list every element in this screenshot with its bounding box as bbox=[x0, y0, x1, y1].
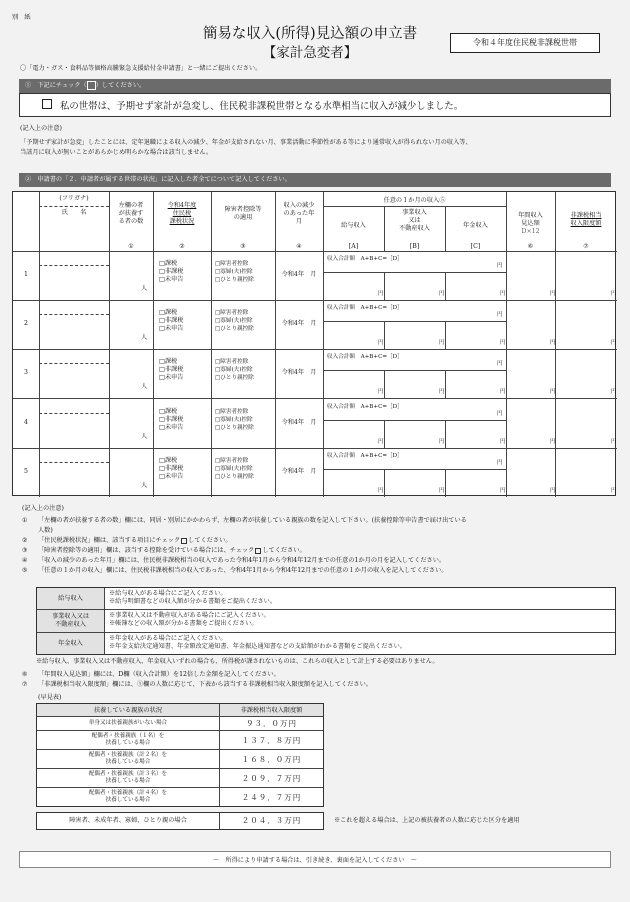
tax-status-options[interactable]: □課税 □非課税 □未申告 bbox=[159, 358, 184, 381]
col5a-mark: [A] bbox=[348, 243, 359, 250]
row-number: 2 bbox=[24, 319, 28, 327]
table-row bbox=[13, 300, 617, 349]
tax-status-header: 令和4年度 住民税 課税状況 bbox=[167, 202, 197, 225]
name-input[interactable] bbox=[41, 415, 107, 446]
income-limit-header: 非課税相当 収入限度額 bbox=[570, 212, 602, 227]
limit-table-row bbox=[37, 731, 323, 750]
note-item: ④ 「収入の減少のあった年月」欄には、住民税非課税相当の収入であった令和4年1月から令和4年12月までの任意の1か月の月を記入してください。 bbox=[22, 557, 446, 564]
income-decrease-month[interactable]: 令和4年 月 bbox=[281, 271, 317, 278]
tax-status-options[interactable]: □課税 □非課税 □未申告 bbox=[159, 408, 184, 431]
business-income-input[interactable] bbox=[386, 422, 443, 446]
dependents-count-input[interactable] bbox=[111, 303, 151, 346]
limit-table-status: 配偶者・扶養親族（計３名）を 扶養している場合 bbox=[37, 769, 220, 787]
income-limit-input[interactable] bbox=[557, 303, 613, 346]
section2-header: ② 申請書の「２．申請者が属する世帯の状況」に記入した者全てについて記入してください。 bbox=[19, 173, 611, 187]
income-total-yen: 円 bbox=[497, 263, 503, 269]
annual-income-header: 年間収入 見込額 D×12 bbox=[518, 212, 543, 235]
limit-table-status: 単身又は扶養親族がいない場合 bbox=[37, 717, 220, 730]
annual-yen: 円 bbox=[550, 439, 556, 445]
annual-yen: 円 bbox=[550, 340, 556, 346]
document-title: 簡易な収入(所得)見込額の申立書 bbox=[202, 26, 418, 42]
limit-table-header-status: 扶養している親族の状況 bbox=[37, 704, 220, 717]
notes2-title: (記入上の注意) bbox=[22, 505, 64, 512]
tax-exempt-badge: 令和４年度住民税非課税世帯 bbox=[450, 33, 600, 53]
furigana-input[interactable] bbox=[41, 401, 107, 412]
dependents-header: 左欄の者 が扶養す る者の数 bbox=[118, 202, 144, 225]
table-row bbox=[13, 349, 617, 398]
note-item: ② 「住民税課税状況」欄は、該当する項目にチェック してください。 bbox=[22, 537, 232, 544]
note-item: ⑦ 「非課税相当収入限度額」欄には、①欄の人数に応じて、下表から該当する非課税相当収入限度額を記入してください。 bbox=[22, 681, 372, 688]
pension-yen: 円 bbox=[500, 340, 506, 346]
pension-income-input[interactable] bbox=[447, 323, 504, 347]
salary-yen: 円 bbox=[378, 291, 384, 297]
salary-income-input[interactable] bbox=[325, 422, 382, 446]
checkbox-icon bbox=[87, 81, 96, 90]
col4-number: ④ bbox=[296, 243, 302, 250]
business-income-input[interactable] bbox=[386, 274, 443, 298]
limit-yen: 円 bbox=[611, 340, 617, 346]
table-row bbox=[13, 448, 617, 497]
income-total-label: 収入合計額 A+B+C=［D］ bbox=[327, 354, 403, 360]
document-row-label: 給与収入 bbox=[37, 588, 105, 609]
salary-income-input[interactable] bbox=[325, 323, 382, 347]
income-total-label: 収入合計額 A+B+C=［D］ bbox=[327, 404, 403, 410]
deduction-header: 障害者控除等 の適用 bbox=[224, 206, 262, 221]
income-total-yen: 円 bbox=[497, 361, 503, 367]
business-yen: 円 bbox=[439, 439, 445, 445]
limit-table-amount: ９３．０万円 bbox=[246, 719, 297, 728]
name-header: 氏 名 bbox=[61, 209, 87, 216]
intro-text: 〇「電力・ガス・食料品等価格高騰緊急支援給付金申請書」と一緒にご提出ください。 bbox=[20, 65, 262, 72]
note-item: 人数) bbox=[38, 527, 53, 534]
corner-label: 別 紙 bbox=[12, 14, 31, 21]
deduction-options[interactable]: □障害者控除 □寡婦(夫)控除 □ひとり親控除 bbox=[215, 359, 254, 381]
limit-note: ※これを超える場合は、上記の被扶養者の人数に応じた区分を適用 bbox=[334, 817, 520, 824]
documents-table bbox=[36, 587, 616, 655]
annual-yen: 円 bbox=[550, 291, 556, 297]
note-item: ① 「左欄の者が扶養する者の数」欄には、同居・別居にかかわらず、左欄の者が扶養している親族の数を記入して下さい。(扶養控除等申告書で届け出ている bbox=[22, 517, 467, 524]
special-limit-row bbox=[36, 812, 324, 830]
salary-yen: 円 bbox=[378, 389, 384, 395]
document-row-label: 年金収入 bbox=[37, 633, 105, 654]
limit-table-amount: １３７．８万円 bbox=[241, 735, 302, 745]
dependents-unit: 人 bbox=[141, 334, 148, 341]
income-decrease-month-header: 収入の減少 のあった年 月 bbox=[283, 202, 315, 225]
tax-status-options[interactable]: □課税 □非課税 □未申告 bbox=[159, 260, 184, 283]
limit-table-amount: ２０９．７万円 bbox=[241, 773, 302, 783]
pension-yen: 円 bbox=[500, 488, 506, 494]
annual-income-input[interactable] bbox=[508, 451, 553, 494]
document-row-text: ※年金収入がある場合にご記入ください。 ※年金支給決定通知書、年金額改定通知書、年金振込通知書などの支給額がわかる書類をご提出ください。 bbox=[109, 635, 406, 650]
name-input[interactable] bbox=[41, 365, 107, 396]
name-input[interactable] bbox=[41, 316, 107, 347]
income-total-yen: 円 bbox=[497, 411, 503, 417]
limit-table-row bbox=[37, 769, 323, 788]
note1-line1: 「予期せず家計が急変」したことには、定年退職による収入の減少、年金が支給されない月、事業活動に季節性がある等により通常収入が得られない月の収入等、 bbox=[20, 139, 472, 146]
deduction-options[interactable]: □障害者控除 □寡婦(夫)控除 □ひとり親控除 bbox=[215, 458, 254, 480]
document-subtitle: 【家計急変者】 bbox=[262, 45, 358, 61]
income-limit-table bbox=[36, 703, 324, 807]
document-row-label: 事業収入又は 不動産収入 bbox=[37, 610, 105, 632]
limit-table-amount: ２４９．７万円 bbox=[241, 792, 302, 802]
note-item: ③ 「障害者控除等の適用」欄は、該当する控除を受けている場合には、チェック してください。 bbox=[22, 547, 306, 554]
table-row bbox=[13, 251, 617, 300]
dependents-unit: 人 bbox=[141, 482, 148, 489]
income-limit-input[interactable] bbox=[557, 451, 613, 494]
document-row bbox=[37, 588, 615, 610]
special-limit-status: 障害者、未成年者、寡婦、ひとり親の場合 bbox=[37, 813, 220, 829]
row-number: 3 bbox=[24, 368, 28, 376]
pension-income-input[interactable] bbox=[447, 471, 504, 495]
dependents-count-input[interactable] bbox=[111, 254, 151, 297]
table-row bbox=[13, 399, 617, 448]
business-income-input[interactable] bbox=[386, 372, 443, 396]
col2-number: ② bbox=[179, 243, 185, 250]
col5c-mark: [C] bbox=[470, 243, 481, 250]
section1-header: ① 下記にチェック（ ）してください。 bbox=[19, 79, 611, 93]
business-income-header: 事業収入 又は 不動産収入 bbox=[399, 209, 430, 232]
limit-table-amount: １６８．０万円 bbox=[241, 754, 302, 764]
document-row-text: ※給与収入がある場合にご記入ください。 ※給与明細書などの収入額が分かる書類をご提出ください。 bbox=[109, 590, 277, 605]
annual-income-input[interactable] bbox=[508, 352, 553, 395]
deduction-options[interactable]: □障害者控除 □寡婦(夫)控除 □ひとり親控除 bbox=[215, 409, 254, 431]
business-income-input[interactable] bbox=[386, 323, 443, 347]
annual-yen: 円 bbox=[550, 488, 556, 494]
salary-yen: 円 bbox=[378, 340, 384, 346]
notes3-list bbox=[22, 671, 622, 691]
income-total-label: 収入合計額 A+B+C=［D］ bbox=[327, 453, 403, 459]
limit-table-row bbox=[37, 717, 323, 731]
dependents-count-input[interactable] bbox=[111, 402, 151, 445]
annual-income-input[interactable] bbox=[508, 254, 553, 297]
income-limit-input[interactable] bbox=[557, 402, 613, 445]
pension-income-input[interactable] bbox=[447, 372, 504, 396]
document-row-text: ※事業収入又は不動産収入がある場合にご記入ください。 ※帳簿などの収入額が分かる書類をご提出ください。 bbox=[109, 612, 270, 627]
dependents-unit: 人 bbox=[141, 433, 148, 440]
documents-footnote: ※給与収入、事業収入又は不動産収入、年金収入いずれの場合も、所得税が課されないものは、これらの収入として計上する必要はありません。 bbox=[36, 658, 439, 665]
monthly-income-header: 任意の１か月の収入⑤ bbox=[383, 197, 446, 204]
furigana-header: (フリガナ) bbox=[59, 195, 89, 202]
income-total-yen: 円 bbox=[497, 312, 503, 318]
document-row bbox=[37, 610, 615, 633]
income-limit-input[interactable] bbox=[557, 254, 613, 297]
income-decrease-month[interactable]: 令和4年 月 bbox=[281, 419, 317, 426]
furigana-input[interactable] bbox=[41, 253, 107, 264]
limit-yen: 円 bbox=[611, 389, 617, 395]
furigana-input[interactable] bbox=[41, 302, 107, 313]
salary-income-input[interactable] bbox=[325, 372, 382, 396]
pension-income-header: 年金収入 bbox=[463, 222, 488, 229]
document-row bbox=[37, 633, 615, 654]
business-yen: 円 bbox=[439, 291, 445, 297]
col3-number: ③ bbox=[240, 243, 246, 250]
note1-line2: 当該月に収入が無いことがあらかじめ明らかな場合は該当しません。 bbox=[20, 149, 213, 156]
annual-income-input[interactable] bbox=[508, 303, 553, 346]
tax-status-options[interactable]: □課税 □非課税 □未申告 bbox=[159, 457, 184, 480]
tax-status-options[interactable]: □課税 □非課税 □未申告 bbox=[159, 309, 184, 332]
pension-yen: 円 bbox=[500, 439, 506, 445]
col5b-mark: [B] bbox=[409, 243, 420, 250]
pension-income-input[interactable] bbox=[447, 274, 504, 298]
pension-income-input[interactable] bbox=[447, 422, 504, 446]
pension-yen: 円 bbox=[500, 389, 506, 395]
name-input[interactable] bbox=[41, 267, 107, 298]
special-limit-amount: ２０４．３万円 bbox=[241, 816, 302, 825]
business-yen: 円 bbox=[439, 389, 445, 395]
limit-table-header-amount: 非課税相当収入限度額 bbox=[220, 704, 323, 717]
limit-table-row bbox=[37, 750, 323, 769]
income-decrease-month[interactable]: 令和4年 月 bbox=[281, 320, 317, 327]
income-decrease-month[interactable]: 令和4年 月 bbox=[281, 468, 317, 475]
row-number: 4 bbox=[24, 418, 28, 426]
household-statement: 私の世帯は、予期せず家計が急変し、住民税非課税世帯となる水準相当に収入が減少しました。 bbox=[60, 101, 464, 112]
note1-title: (記入上の注意) bbox=[20, 125, 62, 132]
limit-yen: 円 bbox=[611, 488, 617, 494]
col1-number: ① bbox=[128, 243, 134, 250]
quick-reference-label: (早見表) bbox=[38, 694, 62, 701]
row-number: 5 bbox=[24, 467, 28, 475]
checkmark-icon bbox=[181, 538, 187, 544]
annual-income-input[interactable] bbox=[508, 402, 553, 445]
limit-table-status: 配偶者・扶養親族（計４名）を 扶養している場合 bbox=[37, 788, 220, 806]
income-total-label: 収入合計額 A+B+C=［D］ bbox=[327, 305, 403, 311]
notes2-list bbox=[22, 517, 622, 577]
income-total-label: 収入合計額 A+B+C=［D］ bbox=[327, 256, 403, 262]
dependents-unit: 人 bbox=[141, 285, 148, 292]
furigana-input[interactable] bbox=[41, 450, 107, 461]
limit-table-status: 配偶者・扶養親族（１名）を 扶養している場合 bbox=[37, 731, 220, 749]
household-checkbox[interactable] bbox=[42, 99, 52, 109]
back-page-notice: ～ 所得により申請する場合は、引き続き、裏面を記入してください ～ bbox=[19, 851, 611, 868]
deduction-options[interactable]: □障害者控除 □寡婦(夫)控除 □ひとり親控除 bbox=[215, 261, 254, 283]
furigana-input[interactable] bbox=[41, 351, 107, 362]
income-decrease-month[interactable]: 令和4年 月 bbox=[281, 369, 317, 376]
salary-yen: 円 bbox=[378, 439, 384, 445]
salary-income-input[interactable] bbox=[325, 471, 382, 495]
limit-yen: 円 bbox=[611, 439, 617, 445]
salary-yen: 円 bbox=[378, 488, 384, 494]
income-limit-input[interactable] bbox=[557, 352, 613, 395]
checkmark-icon bbox=[255, 548, 261, 554]
section1-statement-box bbox=[19, 93, 611, 117]
name-input[interactable] bbox=[41, 464, 107, 495]
row-number: 1 bbox=[24, 270, 28, 278]
note-item: ⑤ 「任意の１か月の収入」欄には、住民税非課税相当の収入であった、令和4年1月から令和4年12月までの任意の１か月の収入を記入してください。 bbox=[22, 567, 448, 574]
deduction-options[interactable]: □障害者控除 □寡婦(夫)控除 □ひとり親控除 bbox=[215, 310, 254, 332]
household-income-table bbox=[12, 191, 616, 496]
salary-income-input[interactable] bbox=[325, 274, 382, 298]
salary-income-header: 給与収入 bbox=[341, 222, 366, 229]
note-item: ⑥ 「年間収入見込額」欄には、D欄（収入合計額）を12倍した金額を記入してください。 bbox=[22, 671, 280, 678]
dependents-count-input[interactable] bbox=[111, 352, 151, 395]
business-income-input[interactable] bbox=[386, 471, 443, 495]
limit-table-row bbox=[37, 788, 323, 806]
annual-yen: 円 bbox=[550, 389, 556, 395]
dependents-unit: 人 bbox=[141, 383, 148, 390]
dependents-count-input[interactable] bbox=[111, 451, 151, 494]
limit-table-status: 配偶者・扶養親族（計２名）を 扶養している場合 bbox=[37, 750, 220, 768]
business-yen: 円 bbox=[439, 340, 445, 346]
pension-yen: 円 bbox=[500, 291, 506, 297]
limit-yen: 円 bbox=[611, 291, 617, 297]
business-yen: 円 bbox=[439, 488, 445, 494]
col6-number: ⑥ bbox=[527, 243, 534, 250]
income-total-yen: 円 bbox=[497, 460, 503, 466]
col7-number: ⑦ bbox=[583, 243, 589, 250]
